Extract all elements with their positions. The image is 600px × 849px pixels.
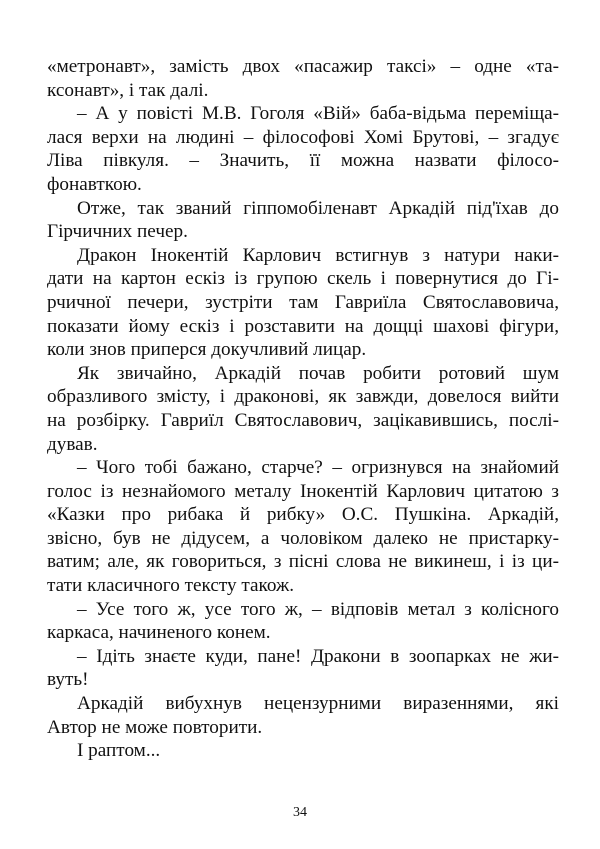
text-line: образливого змісту, і драконові, як завжди, довелося вийти (47, 386, 559, 408)
text-line: лася верхи на людині – філософові Хомі Брутові, – згадує (47, 126, 559, 148)
text-line: – Ідіть знаєте куди, пане! Дракони в зоопарках не жи- (77, 645, 559, 667)
text-line: дував. (47, 433, 98, 455)
text-line: голос із незнайомого металу Інокентій Карлович цитатою з (47, 480, 559, 502)
text-line: ватим; але, як говориться, з пісні слова не викинеш, і із ци- (47, 551, 559, 573)
text-line: Аркадій вибухнув нецензурними виразеннями, які (77, 693, 559, 715)
text-line: – Чого тобі бажано, старче? – огризнувся на знайомий (77, 457, 559, 479)
text-line: Ліва півкуля. – Значить, її можна назвати філосо- (47, 150, 559, 172)
text-line: показати йому ескіз і розставити на дощці шахові фігури, (47, 315, 559, 337)
text-line: каркаса, начиненого конем. (47, 622, 271, 644)
text-line: «Казки про рибака й рибку» О.С. Пушкіна. Аркадій, (47, 504, 559, 526)
text-line: Як звичайно, Аркадій почав робити ротовий шум (77, 362, 559, 384)
text-line: І раптом... (77, 740, 161, 762)
text-line: фонавткою. (47, 173, 142, 195)
text-line: вуть! (47, 669, 89, 691)
text-line: тати класичного тексту також. (47, 575, 295, 597)
text-line: Отже, так званий гіппомобіленавт Аркадій під'їхав до (77, 197, 559, 219)
text-line: звісно, був не дідусем, а чоловіком далеко не пристарку- (47, 527, 559, 549)
text-line: – Усе того ж, усе того ж, – відповів метал з колісного (77, 598, 559, 620)
text-line: – А у повісті М.В. Гоголя «Вій» баба-відьма переміща- (77, 103, 559, 125)
page-number: 34 (293, 805, 307, 820)
text-line: дати на картон ескіз із групою скель і повернутися до Гі- (47, 268, 559, 290)
text-line: на розбірку. Гавриїл Святославович, зацікавившись, послі- (47, 409, 559, 431)
text-line: коли знов приперся докучливий лицар. (47, 339, 367, 361)
text-line: рчичної печери, зустріти там Гавриїла Святославовича, (47, 291, 559, 313)
text-line: Автор не може повторити. (47, 716, 263, 738)
text-line: «метронавт», замість двох «пасажир таксі» – одне «та- (47, 56, 559, 77)
text-line: ксонавт», і так далі. (47, 79, 209, 101)
text-line: Гірчичних печер. (47, 221, 188, 243)
text-line: Дракон Інокентій Карлович встигнув з натури наки- (77, 244, 559, 266)
body-text (47, 55, 559, 763)
